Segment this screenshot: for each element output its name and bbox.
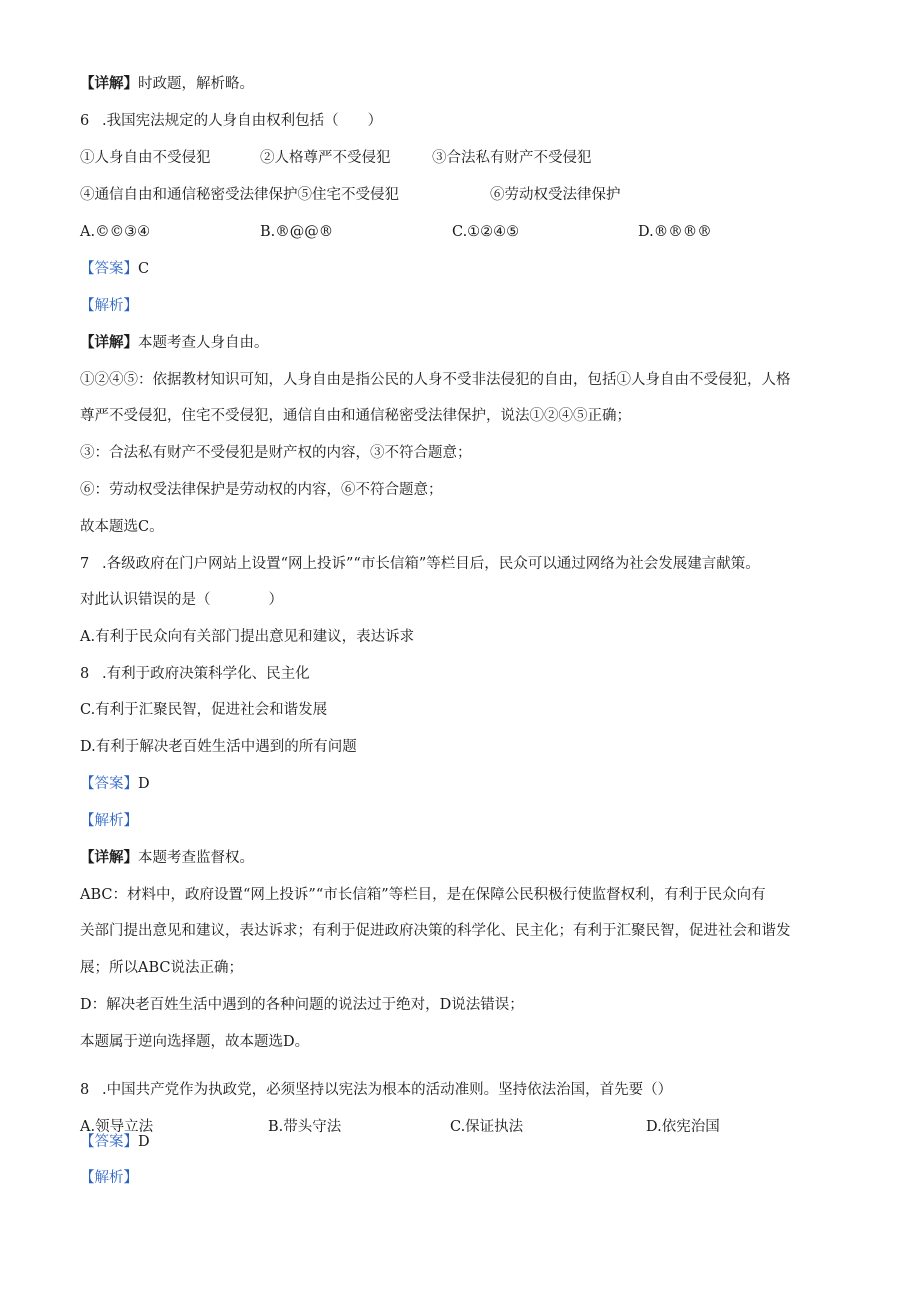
question-number: 8 [80, 1082, 90, 1098]
q8-option-b: B.带头守法 [268, 1119, 342, 1135]
q7-explain-line: ABC：材料中，政府设置“网上投诉”“市长信箱”等栏目，是在保障公民积极行使监督权利，有利于民众向有 [80, 887, 766, 903]
q6-answer [80, 259, 149, 279]
q6-item-2: ②人格尊严不受侵犯 [260, 150, 391, 166]
q7-analysis [80, 811, 138, 831]
question-number: 6 [80, 113, 90, 129]
option-text: .有利于政府决策科学化、民主化 [102, 666, 310, 682]
answer-value: D [138, 776, 150, 792]
detail-tag: 【详解】 [80, 334, 138, 351]
option-number: 8 [80, 666, 90, 682]
detail-text: 本题考查人身自由。 [138, 335, 269, 351]
q6-explain-line: 尊严不受侵犯，住宅不受侵犯，通信自由和通信秘密受法律保护，说法①②④⑤正确； [80, 408, 631, 424]
q6-item-6: ⑥劳动权受法律保护 [490, 187, 621, 203]
q7-explain-line: 展；所以ABC说法正确； [80, 960, 243, 976]
question-8-stem [80, 1080, 672, 1100]
q6-detail [80, 333, 269, 353]
q6-option-d: D.®®®® [638, 224, 712, 240]
q6-explain-line: ③：合法私有财产不受侵犯是财产权的内容，③不符合题意； [80, 445, 472, 461]
detail-line [80, 74, 254, 94]
q8-option-d: D.依宪治国 [646, 1119, 720, 1135]
q7-option-a: A.有利于民众向有关部门提出意见和建议，表达诉求 [80, 629, 415, 645]
answer-tag: 【答案】 [80, 1134, 138, 1150]
q7-option-b [80, 664, 310, 684]
q7-explain-line: D：解决老百姓生活中遇到的各种问题的说法过于绝对，D说法错误； [80, 997, 524, 1013]
q7-explain-line: 关部门提出意见和建议，表达诉求；有利于促进政府决策的科学化、民主化；有利于汇聚民智，促进社会和谐发 [80, 923, 791, 939]
q6-option-b: B.®@@® [260, 224, 334, 240]
question-stem: .我国宪法规定的人身自由权利包括（ ） [102, 113, 383, 129]
q7-option-d: D.有利于解决老百姓生活中遇到的所有问题 [80, 739, 357, 755]
q7-answer [80, 774, 150, 794]
q6-explain-line: ⑥：劳动权受法律保护是劳动权的内容，⑥不符合题意； [80, 482, 443, 498]
answer-value: D [138, 1134, 150, 1150]
q7-explain-line: 本题属于逆向选择题，故本题选D。 [80, 1034, 310, 1050]
question-number: 7 [80, 556, 90, 572]
detail-tag: 【详解】 [80, 75, 138, 92]
q6-option-a: A.©©③④ [80, 224, 151, 240]
q6-explain-line: 故本题选C。 [80, 519, 164, 535]
q6-item-3: ③合法私有财产不受侵犯 [432, 150, 592, 166]
q8-answer [80, 1132, 150, 1152]
q8-option-a: A.领导立法 [80, 1119, 154, 1135]
q8-analysis [80, 1168, 138, 1188]
detail-tag: 【详解】 [80, 849, 138, 866]
question-stem: .中国共产党作为执政党，必须坚持以宪法为根本的活动准则。坚持依法治国，首先要（） [102, 1082, 673, 1098]
q7-detail [80, 848, 254, 868]
q6-explain-line: ①②④⑤：依据教材知识可知，人身自由是指公民的人身不受非法侵犯的自由，包括①人身自由不受侵犯，人格 [80, 372, 791, 388]
answer-tag: 【答案】 [80, 261, 138, 277]
q6-option-c: C.①②④⑤ [452, 224, 520, 240]
answer-value: C [138, 261, 150, 277]
analysis-tag: 【解析】 [80, 1170, 138, 1186]
detail-text: 时政题，解析略。 [138, 76, 254, 92]
analysis-tag: 【解析】 [80, 298, 138, 314]
analysis-tag: 【解析】 [80, 813, 138, 829]
q6-analysis [80, 296, 138, 316]
q8-option-c: C.保证执法 [450, 1119, 524, 1135]
question-7-stem-2: 对此认识错误的是（ ） [80, 592, 283, 608]
q7-option-c: C.有利于汇聚民智，促进社会和谐发展 [80, 702, 328, 718]
question-6-stem [80, 111, 382, 131]
detail-text: 本题考查监督权。 [138, 850, 254, 866]
answer-tag: 【答案】 [80, 776, 138, 792]
question-stem: .各级政府在门户网站上设置“网上投诉”“市长信箱”等栏目后，民众可以通过网络为社会发展建言献策。 [102, 556, 760, 572]
q6-item-4-5: ④通信自由和通信秘密受法律保护⑤住宅不受侵犯 [80, 187, 399, 203]
question-7-stem [80, 554, 760, 574]
q6-item-1: ①人身自由不受侵犯 [80, 150, 211, 166]
